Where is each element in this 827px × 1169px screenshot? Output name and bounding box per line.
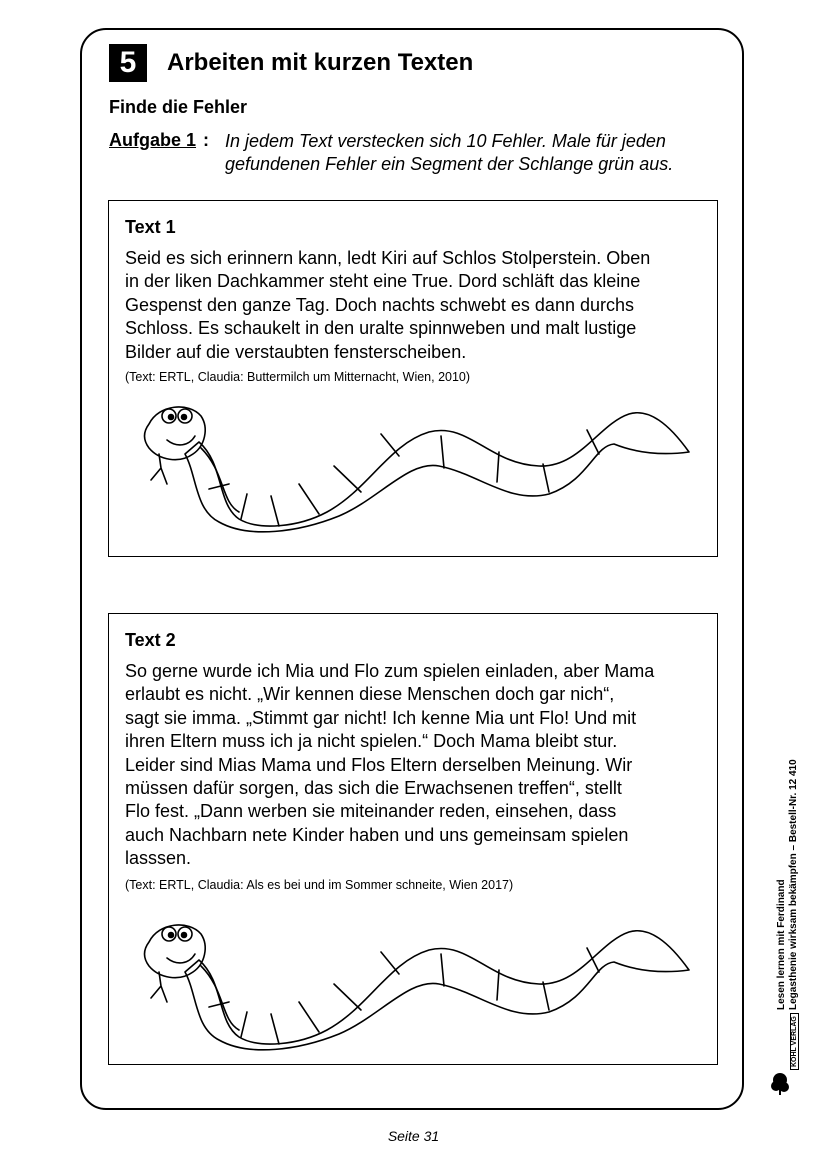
chapter-number-badge: 5 (109, 44, 147, 82)
text-title: Text 1 (125, 217, 176, 237)
snake-coloring-icon (129, 394, 699, 534)
snake-coloring-icon (129, 912, 699, 1052)
side-credit-line: Lesen lernen mit Ferdinand (776, 879, 787, 1010)
text-body (125, 660, 710, 871)
text-line: ihren Eltern muss ich ja nicht spielen.“ Doch Mama bleibt stur. (125, 731, 618, 752)
chapter-title: Arbeiten mit kurzen Texten (167, 49, 474, 76)
task-colon: : (203, 130, 209, 150)
publisher-name: KOHL VERLAG (790, 1013, 799, 1070)
text-line: lasssen. (125, 848, 192, 869)
side-credit-line: Legasthenie wirksam bekämpfen – Bestell-Nr. 12 410 (788, 759, 799, 1010)
task-label: Aufgabe 1 (109, 130, 197, 150)
text-line: auch Nachbarn nete Kinder haben und uns gemeinsam spielen (125, 824, 629, 845)
text-source: (Text: ERTL, Claudia: Als es bei und im Sommer schneite, Wien 2017) (125, 878, 514, 892)
task-instruction-line: gefundenen Fehler ein Segment der Schlange grün aus. (225, 154, 674, 174)
worksheet-subtitle: Finde die Fehler (109, 97, 248, 117)
text-line: Leider sind Mias Mama und Flos Eltern derselben Meinung. Wir (125, 754, 633, 775)
side-credit (776, 759, 800, 1010)
task-instruction (225, 130, 725, 176)
text-line: sagt sie imma. „Stimmt gar nicht! Ich kenne Mia unt Flo! Und mit (125, 707, 637, 728)
text-line: Seid es sich erinnern kann, ledt Kiri auf Schlos Stolperstein. Oben (125, 248, 651, 268)
page-number: Seite 31 (387, 1128, 440, 1144)
text-line: Gespenst den ganze Tag. Doch nachts schwebt es dann durchs (125, 294, 634, 315)
text-body (125, 247, 710, 364)
text-source: (Text: ERTL, Claudia: Buttermilch um Mitternacht, Wien, 2010) (125, 370, 471, 384)
task-instruction-line: In jedem Text verstecken sich 10 Fehler. Male für jeden (225, 131, 666, 151)
text-line: Flo fest. „Dann werben sie miteinander reden, einsehen, dass (125, 801, 617, 822)
text-line: So gerne wurde ich Mia und Flo zum spielen einladen, aber Mama (125, 661, 655, 681)
text-line: Bilder auf die verstaubten fensterscheiben. (125, 341, 467, 362)
text-title: Text 2 (125, 630, 176, 650)
text-box-1 (108, 200, 718, 557)
text-line: erlaubt es nicht. „Wir kennen diese Menschen doch gar nich“, (125, 684, 615, 705)
text-line: Schloss. Es schaukelt in den uralte spinnweben und malt lustige (125, 318, 637, 339)
text-box-2 (108, 613, 718, 1065)
text-line: in der liken Dachkammer steht eine True. Dord schläft das kleine (125, 271, 641, 292)
text-line: müssen dafür sorgen, das sich die Erwachsenen treffen“, stellt (125, 778, 622, 799)
